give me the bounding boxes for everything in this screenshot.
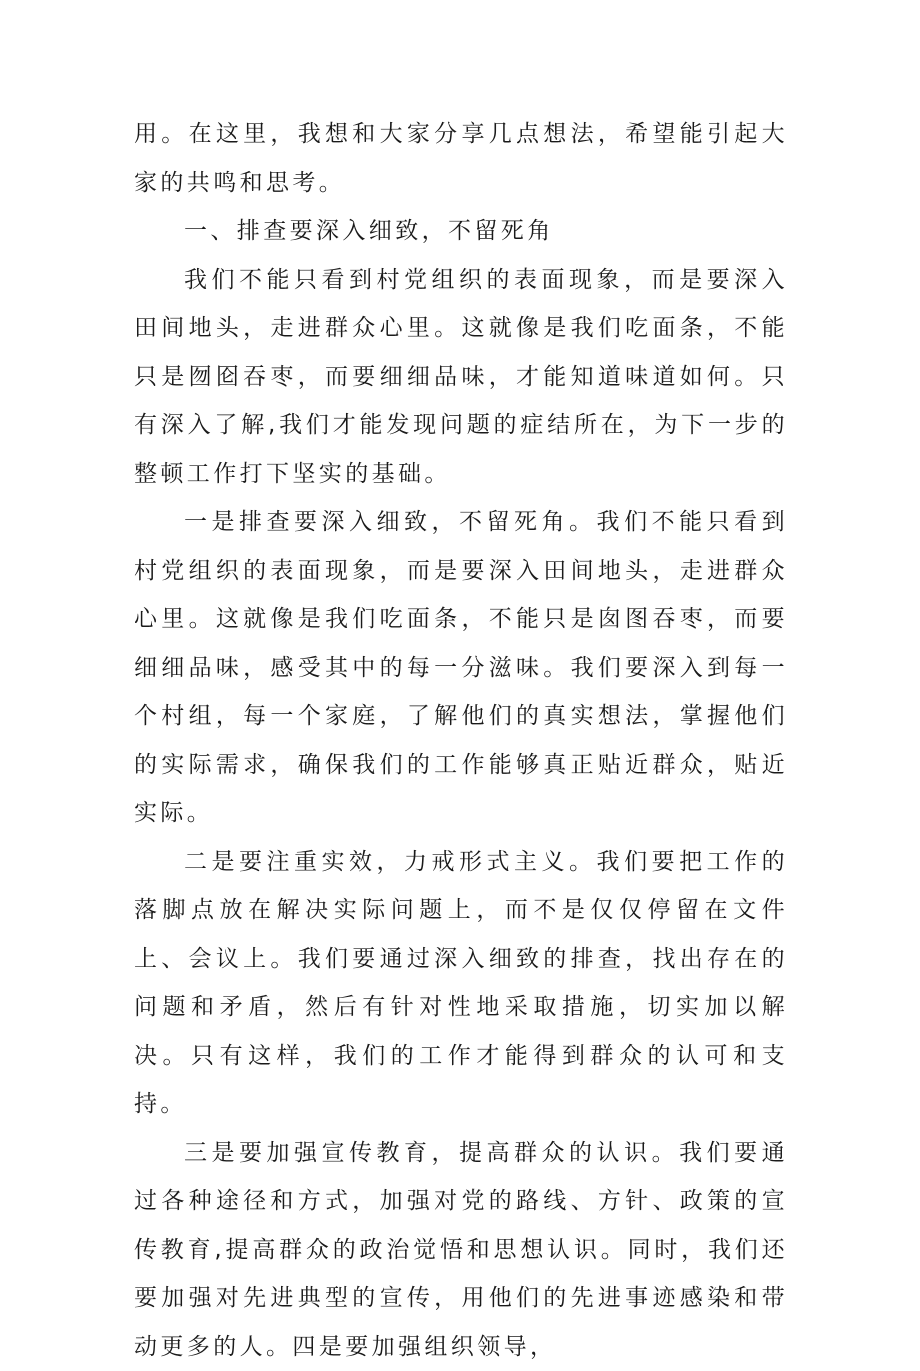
body-paragraph: 二是要注重实效，力戒形式主义。我们要把工作的落脚点放在解决实际问题上，而不是仅仅停留在文件上、会议上。我们要通过深入细致的排查，找出存在的问题和矛盾，然后有针对性地采取措施，切实加以解决。只有这样，我们的工作才能得到群众的认可和支持。 bbox=[134, 838, 788, 1129]
section-heading: 一、排查要深入细致，不留死角 bbox=[134, 207, 788, 256]
body-paragraph: 一是排查要深入细致，不留死角。我们不能只看到村党组织的表面现象，而是要深入田间地头，走进群众心里。这就像是我们吃面条，不能只是囱图吞枣，而要细细品味，感受其中的每一分滋味。我们要深入到每一个村组，每一个家庭，了解他们的真实想法，掌握他们的实际需求，确保我们的工作能够真正贴近群众，贴近实际。 bbox=[134, 498, 788, 838]
paragraph-continuation: 用。在这里，我想和大家分享几点想法，希望能引起大家的共鸣和思考。 bbox=[134, 110, 788, 207]
body-paragraph: 三是要加强宣传教育，提高群众的认识。我们要通过各种途径和方式，加强对党的路线、方针、政策的宣传教育,提高群众的政治觉悟和思想认识。同时，我们还要加强对先进典型的宣传，用他们的先进事迹感染和带动更多的人。四是要加强组织领导， bbox=[134, 1129, 788, 1371]
body-paragraph: 我们不能只看到村党组织的表面现象，而是要深入田间地头，走进群众心里。这就像是我们吃面条，不能只是囫囵吞枣，而要细细品味，才能知道味道如何。只有深入了解,我们才能发现问题的症结所在，为下一步的整顿工作打下坚实的基础。 bbox=[134, 256, 788, 499]
document-page bbox=[134, 110, 788, 1371]
